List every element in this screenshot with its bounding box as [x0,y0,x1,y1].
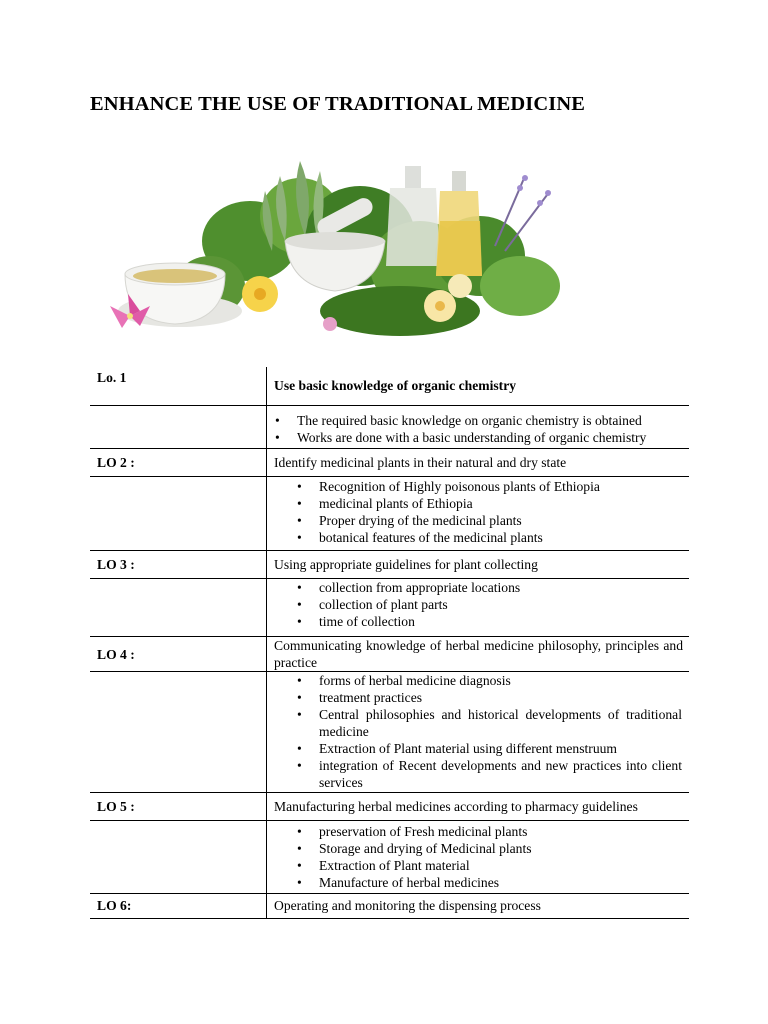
herbal-medicine-photo [100,146,570,340]
lo-row [90,551,689,579]
learning-outcomes-table [90,367,689,919]
lo-row [90,367,689,406]
list-item: • integration of Recent developments and new practices into client services [319,757,682,791]
lo-code: LO 5 : [90,793,267,821]
list-item: • Recognition of Highly poisonous plants of Ethiopia [319,478,681,495]
list-item: • Proper drying of the medicinal plants [319,512,681,529]
list-item: • collection of plant parts [319,596,681,613]
lo-code: LO 2 : [90,449,267,477]
list-item: • Storage and drying of Medicinal plants [319,840,681,857]
list-item: • collection from appropriate locations [319,579,681,596]
lo-items-row [90,821,689,894]
lo-code: LO 4 : [90,637,267,672]
lo-title: Communicating knowledge of herbal medicine philosophy, principles and practice [267,637,690,672]
lo-item-list [319,478,681,546]
lo-row [90,894,689,919]
list-item: • The required basic knowledge on organic chemistry is obtained [297,412,681,429]
oil-bottles [386,166,482,276]
page-title: ENHANCE THE USE OF TRADITIONAL MEDICINE [90,93,586,115]
lo-code: Lo. 1 [90,367,267,406]
lo-items-row [90,477,689,551]
lo-title: Operating and monitoring the dispensing process [267,894,690,919]
lo-code: LO 6: [90,894,267,919]
lo-row [90,637,689,672]
list-item: • Extraction of Plant material [319,857,681,874]
lo-title: Use basic knowledge of organic chemistry [267,367,690,406]
lo-items-row [90,406,689,449]
list-item: • medicinal plants of Ethiopia [319,495,681,512]
lo-item-list [297,412,681,446]
list-item: • preservation of Fresh medicinal plants [319,823,681,840]
lo-item-list [319,823,681,891]
lo-title: Manufacturing herbal medicines according to pharmacy guidelines [267,793,690,821]
list-item: • Extraction of Plant material using different menstruum [319,740,682,757]
lo-code: LO 3 : [90,551,267,579]
list-item: • Works are done with a basic understanding of organic chemistry [297,429,681,446]
lo-title: Using appropriate guidelines for plant collecting [267,551,690,579]
lo-row [90,793,689,821]
lo-item-list [319,579,681,630]
list-item: • botanical features of the medicinal plants [319,529,681,546]
lo-title: Identify medicinal plants in their natural and dry state [267,449,690,477]
list-item: • forms of herbal medicine diagnosis [319,672,682,689]
lo-items-row [90,579,689,637]
list-item: • Manufacture of herbal medicines [319,874,681,891]
list-item: • treatment practices [319,689,682,706]
lo-item-list [319,672,682,791]
list-item: • time of collection [319,613,681,630]
lo-items-row [90,672,689,793]
list-item: • Central philosophies and historical developments of traditional medicine [319,706,682,740]
lo-row [90,449,689,477]
